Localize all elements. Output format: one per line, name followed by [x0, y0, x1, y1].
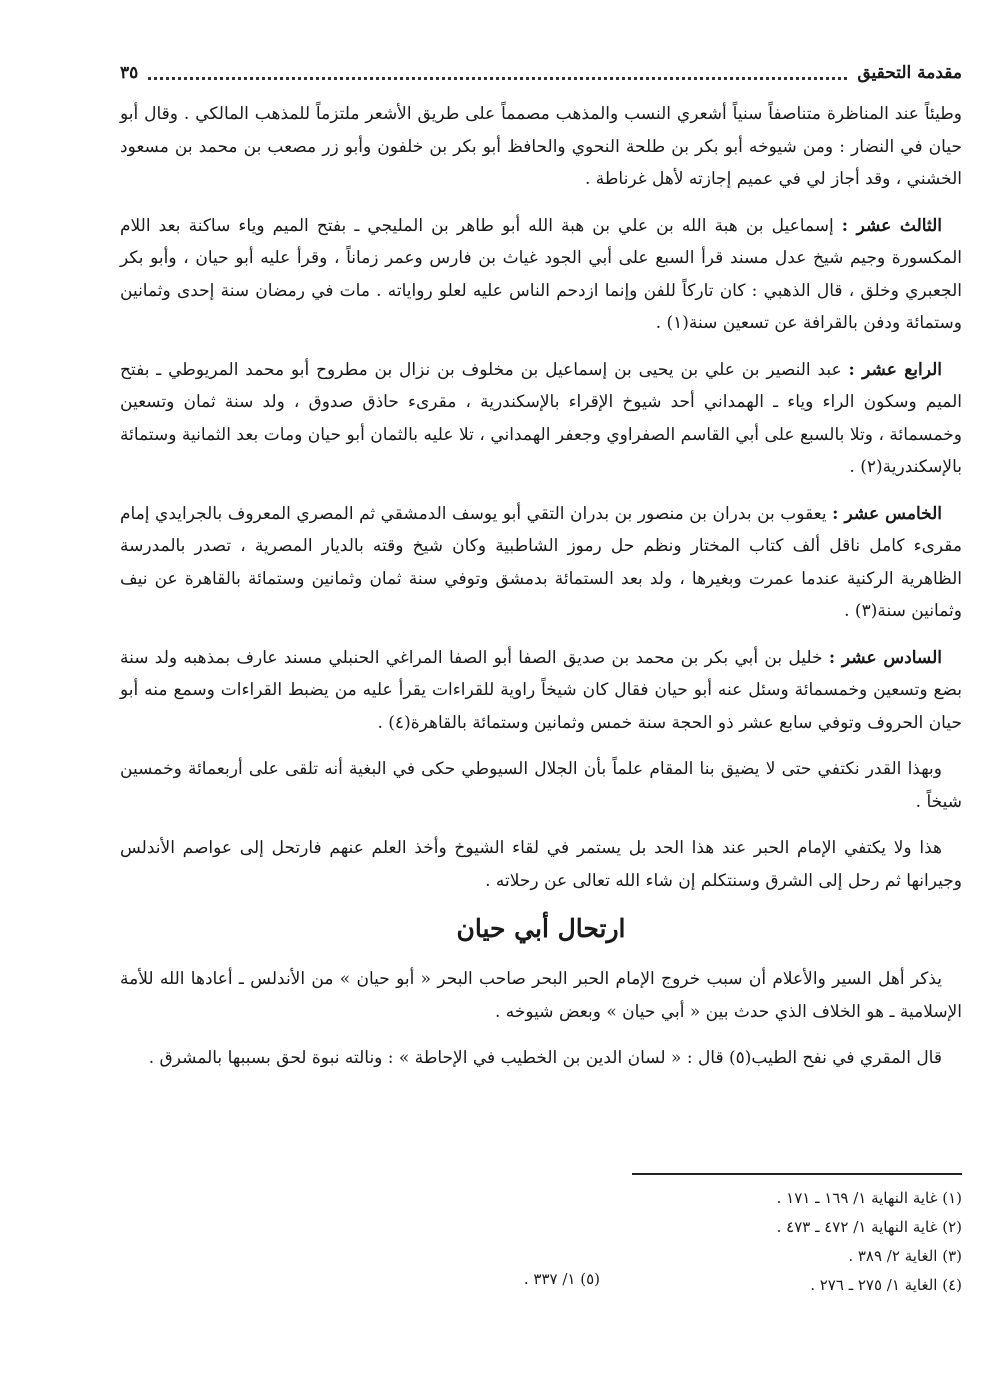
footnote-4: (٤) الغاية ١/ ٢٧٥ ـ ٢٧٦ .: [810, 1276, 962, 1294]
entry-14: [120, 354, 962, 484]
entry-text: خليل بن أبي بكر بن محمد بن صديق الصفا أبو الصفا المراغي الحنبلي مسند عارف بمذهبه ولد سنة بضع وتسعين وخمسمائة وسئل عنه أبو حيان فقال كان شيخاً راوية للقراءات يقرأ عليه من يضبط القراءات وسمع منه أبو حيان الحروف وتوفي سابع عشر ذو الحجة سنة خمس وثمانين وستمائة بالقاهرة(٤) .: [120, 647, 962, 733]
header-dot-leader: [148, 67, 847, 80]
page-number: ٣٥: [120, 63, 139, 83]
paragraph-departure-reason: يذكر أهل السير والأعلام أن سبب خروج الإمام الحبر البحر صاحب البحر « أبو حيان » من الأندلس ـ أعادها الله للأمة الإسلامية ـ هو الخلاف الذي حدث بين « أبي حيان » وبعض شيوخه .: [120, 969, 962, 1022]
paragraph-quote: قال المقري في نفح الطيب(٥) قال : « لسان الدين بن الخطيب في الإحاطة » : ونالته نبوة لحق بسببها بالمشرق .: [148, 1048, 942, 1068]
entry-text: عبد النصير بن علي بن يحيى بن إسماعيل بن مخلوف بن نزال بن مطروح أبو محمد المريوطي ـ بفتح الميم وسكون الراء وياء ـ الهمداني أحد شيوخ الإقراء بالإسكندرية ، مقرىء حاذق صدوق ، ولد سنة ثمان وتسعين وخمسمائة ، وتلا بالسبع على أبي القاسم الصفراوي وجعفر الهمداني ، تلا عليه بالثمان أبو حيان ومات بعد الثمانية وستمائة بالإسكندرية(٢) .: [120, 359, 962, 477]
main-text: [120, 98, 962, 1089]
paragraph-travels-intro: هذا ولا يكتفي الإمام الحبر عند هذا الحد بل يستمر في لقاء الشيوخ وأخذ العلم عنهم فارتحل إلى عواصم الأندلس وجيرانها ثم رحل إلى الشرق وسنتكلم إن شاء الله تعالى عن رحلاته .: [120, 838, 962, 891]
entry-label: السادس عشر :: [828, 647, 942, 668]
entry-label: الخامس عشر :: [832, 503, 943, 524]
paragraph-continuation: وطيئاً عند المناظرة متناصفاً سنياً أشعري النسب والمذهب مصمماً على طريق الأشعر ملتزماً للمذهب المالكي . وقال أبو حيان في النضار : ومن شيوخه أبو بكر بن طلحة النحوي والحافظ أبو بكر بن خلفون وأبو زر مصعب بن محمد بن مسعود الخشني ، وقد أجاز لي في عميم إجازته لأهل غرناطة .: [120, 104, 962, 189]
entry-text: إسماعيل بن هبة الله بن علي بن هبة الله أبو طاهر بن المليجي ـ بفتح الميم وياء ساكنة بعد اللام المكسورة وجيم شيخ عدل مسند قرأ السبع على أبي الجود غياث بن فارس وعمر زماناً ، وقرأ عليه أبو حيان ، وأبو بكر الجعبري وخلق ، قال الذهبي : كان تاركاً للفن وإنما ازدحم الناس عليه لعلو رواياته . مات في رمضان سنة إحدى وثمانين وستمائة ودفن بالقرافة عن تسعين سنة(١) .: [120, 215, 962, 333]
footnote-2: (٢) غاية النهاية ١/ ٤٧٢ ـ ٤٧٣ .: [776, 1218, 962, 1236]
footnote-1: (١) غاية النهاية ١/ ١٦٩ ـ ١٧١ .: [776, 1189, 962, 1207]
entry-13: [120, 210, 962, 340]
running-header: [120, 58, 962, 88]
entry-16: [120, 642, 962, 740]
footnote-3: (٣) الغاية ٢/ ٣٨٩ .: [848, 1247, 962, 1265]
entry-label: الرابع عشر :: [848, 359, 942, 380]
entry-label: الثالث عشر :: [841, 215, 942, 236]
footnote-5: (٥) ١/ ٣٣٧ .: [523, 1270, 600, 1288]
section-heading: ارتحال أبي حيان: [456, 914, 626, 943]
paragraph-conclusion: وبهذا القدر نكتفي حتى لا يضيق بنا المقام علماً بأن الجلال السيوطي حكى في البغية أنه تلقى على أربعمائة وخمسين شيخاً .: [120, 759, 962, 812]
entry-15: [120, 498, 962, 628]
footnote-separator: [632, 1173, 962, 1175]
entry-text: يعقوب بن بدران بن منصور بن بدران التقي أبو يوسف الدمشقي ثم المصري المعروف بالجرايدي إمام مقرىء كامل ناقل ألف كتاب المختار ونظم حل رموز الشاطبية وكان شيخ وقته بالديار المصرية ، تصدر بالمدرسة الظاهرية الركنية عندما عمرت وبغيرها ، ولد بعد الستمائة بدمشق وتوفي سنة ثمان وثمانين وستمائة بالقاهرة عن نيف وثمانين سنة(٣) .: [120, 503, 962, 621]
header-title: مقدمة التحقيق: [857, 63, 962, 83]
